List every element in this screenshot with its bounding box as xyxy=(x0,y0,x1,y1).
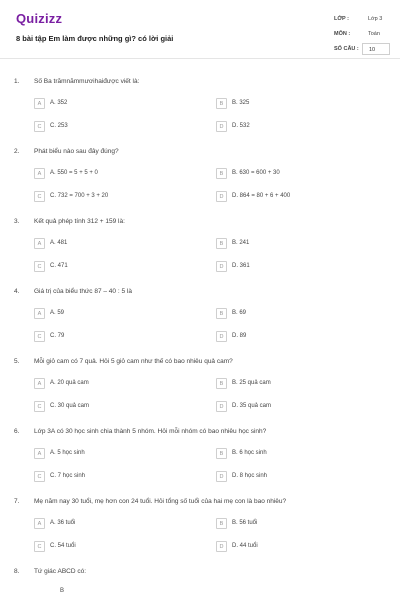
option-text: B. 6 học sinh xyxy=(232,450,267,456)
worksheet-meta xyxy=(328,12,390,56)
option-letter: B xyxy=(216,518,227,529)
option-letter: D xyxy=(216,401,227,412)
option-text: C. 54 tuổi xyxy=(50,543,76,549)
option-text: D. 361 xyxy=(232,263,250,269)
option-text: B. 325 xyxy=(232,100,250,106)
question-number: 3. xyxy=(14,218,20,225)
option-text: C. 471 xyxy=(50,263,68,269)
option-letter: B xyxy=(216,448,227,459)
option-letter: D xyxy=(216,471,227,482)
question-2 xyxy=(0,148,400,218)
question-text: Số Ba trămnămmươihaiđược viết là: xyxy=(34,78,140,85)
question-number: 4. xyxy=(14,288,20,295)
option-text: C. 79 xyxy=(50,333,65,339)
option-text: A. 481 xyxy=(50,240,68,246)
option-letter: D xyxy=(216,261,227,272)
partial-figure-label: B xyxy=(60,588,65,594)
option-text: A. 59 xyxy=(50,310,65,316)
option-text: D. 44 tuổi xyxy=(232,543,258,549)
option-text: A. 36 tuổi xyxy=(50,520,76,526)
option-text: B. 69 xyxy=(232,310,247,316)
meta-subject-value: Toán xyxy=(368,31,380,37)
option-letter: D xyxy=(216,121,227,132)
option-text: B. 241 xyxy=(232,240,250,246)
option-letter: D xyxy=(216,331,227,342)
option-text: C. 732 = 700 + 3 + 20 xyxy=(50,193,109,199)
option-letter: A xyxy=(34,238,45,249)
meta-subject xyxy=(328,27,390,41)
option-letter: A xyxy=(34,98,45,109)
question-number: 6. xyxy=(14,428,20,435)
option-letter: C xyxy=(34,541,45,552)
option-text: D. 532 xyxy=(232,123,250,129)
option-text: B. 630 = 600 + 30 xyxy=(232,170,280,176)
question-number: 7. xyxy=(14,498,20,505)
option-letter: B xyxy=(216,378,227,389)
question-text: Mẹ năm nay 30 tuổi, mẹ hơn con 24 tuổi. Hỏi tổng số tuổi của hai mẹ con là bao nhiêu? xyxy=(34,498,287,505)
option-text: D. 864 = 80 + 6 + 400 xyxy=(232,193,291,199)
option-letter: A xyxy=(34,518,45,529)
meta-subject-label: MÔN : xyxy=(334,31,351,37)
option-letter: C xyxy=(34,471,45,482)
worksheet-title: 8 bài tập Em làm được những gì? có lời giải xyxy=(16,34,174,43)
meta-grade-label: LỚP : xyxy=(334,16,349,22)
question-number: 8. xyxy=(14,568,20,575)
quizizz-logo: Quizizz xyxy=(16,11,63,26)
option-letter: C xyxy=(34,401,45,412)
option-text: D. 35 quả cam xyxy=(232,403,272,409)
header-divider xyxy=(0,58,400,59)
question-text: Lớp 3A có 30 học sinh chia thành 5 nhóm. Hỏi mỗi nhóm có bao nhiêu học sinh? xyxy=(34,428,267,435)
option-letter: D xyxy=(216,541,227,552)
question-8 xyxy=(0,568,400,600)
option-text: B. 56 tuổi xyxy=(232,520,258,526)
option-letter: C xyxy=(34,331,45,342)
meta-count xyxy=(328,42,390,56)
question-7 xyxy=(0,498,400,568)
question-3 xyxy=(0,218,400,288)
meta-count-label: SỐ CÂU : xyxy=(334,46,359,52)
option-text: C. 7 học sinh xyxy=(50,473,86,479)
meta-count-box xyxy=(362,43,390,55)
option-text: D. 89 xyxy=(232,333,247,339)
question-4 xyxy=(0,288,400,358)
question-number: 1. xyxy=(14,78,20,85)
meta-grade-value: Lớp 3 xyxy=(368,16,383,22)
worksheet-header xyxy=(0,0,400,62)
option-letter: A xyxy=(34,168,45,179)
option-text: A. 5 học sinh xyxy=(50,450,85,456)
option-letter: B xyxy=(216,168,227,179)
question-text: Giá trị của biểu thức 87 – 40 : 5 là xyxy=(34,288,132,295)
question-5 xyxy=(0,358,400,428)
option-letter: C xyxy=(34,121,45,132)
option-letter: B xyxy=(216,98,227,109)
option-letter: B xyxy=(216,308,227,319)
option-text: A. 550 = 5 + 5 + 0 xyxy=(50,170,98,176)
question-text: Kết quả phép tính 312 + 159 là: xyxy=(34,218,125,225)
option-letter: C xyxy=(34,191,45,202)
question-text: Phát biểu nào sau đây đúng? xyxy=(34,148,119,155)
option-letter: B xyxy=(216,238,227,249)
option-text: C. 253 xyxy=(50,123,68,129)
option-letter: A xyxy=(34,378,45,389)
option-letter: A xyxy=(34,308,45,319)
option-text: D. 8 học sinh xyxy=(232,473,268,479)
option-text: A. 20 quả cam xyxy=(50,380,89,386)
question-1 xyxy=(0,78,400,148)
option-text: B. 25 quả cam xyxy=(232,380,271,386)
option-letter: A xyxy=(34,448,45,459)
option-text: A. 352 xyxy=(50,100,68,106)
meta-grade xyxy=(328,12,390,26)
question-text: Tứ giác ABCD có: xyxy=(34,568,87,575)
option-letter: D xyxy=(216,191,227,202)
question-number: 5. xyxy=(14,358,20,365)
meta-count-value: 10 xyxy=(369,47,376,53)
option-letter: C xyxy=(34,261,45,272)
option-text: C. 30 quả cam xyxy=(50,403,90,409)
question-6 xyxy=(0,428,400,498)
question-text: Mỗi giỏ cam có 7 quả. Hỏi 5 giỏ cam như thế có bao nhiêu quả cam? xyxy=(34,358,233,365)
question-number: 2. xyxy=(14,148,20,155)
